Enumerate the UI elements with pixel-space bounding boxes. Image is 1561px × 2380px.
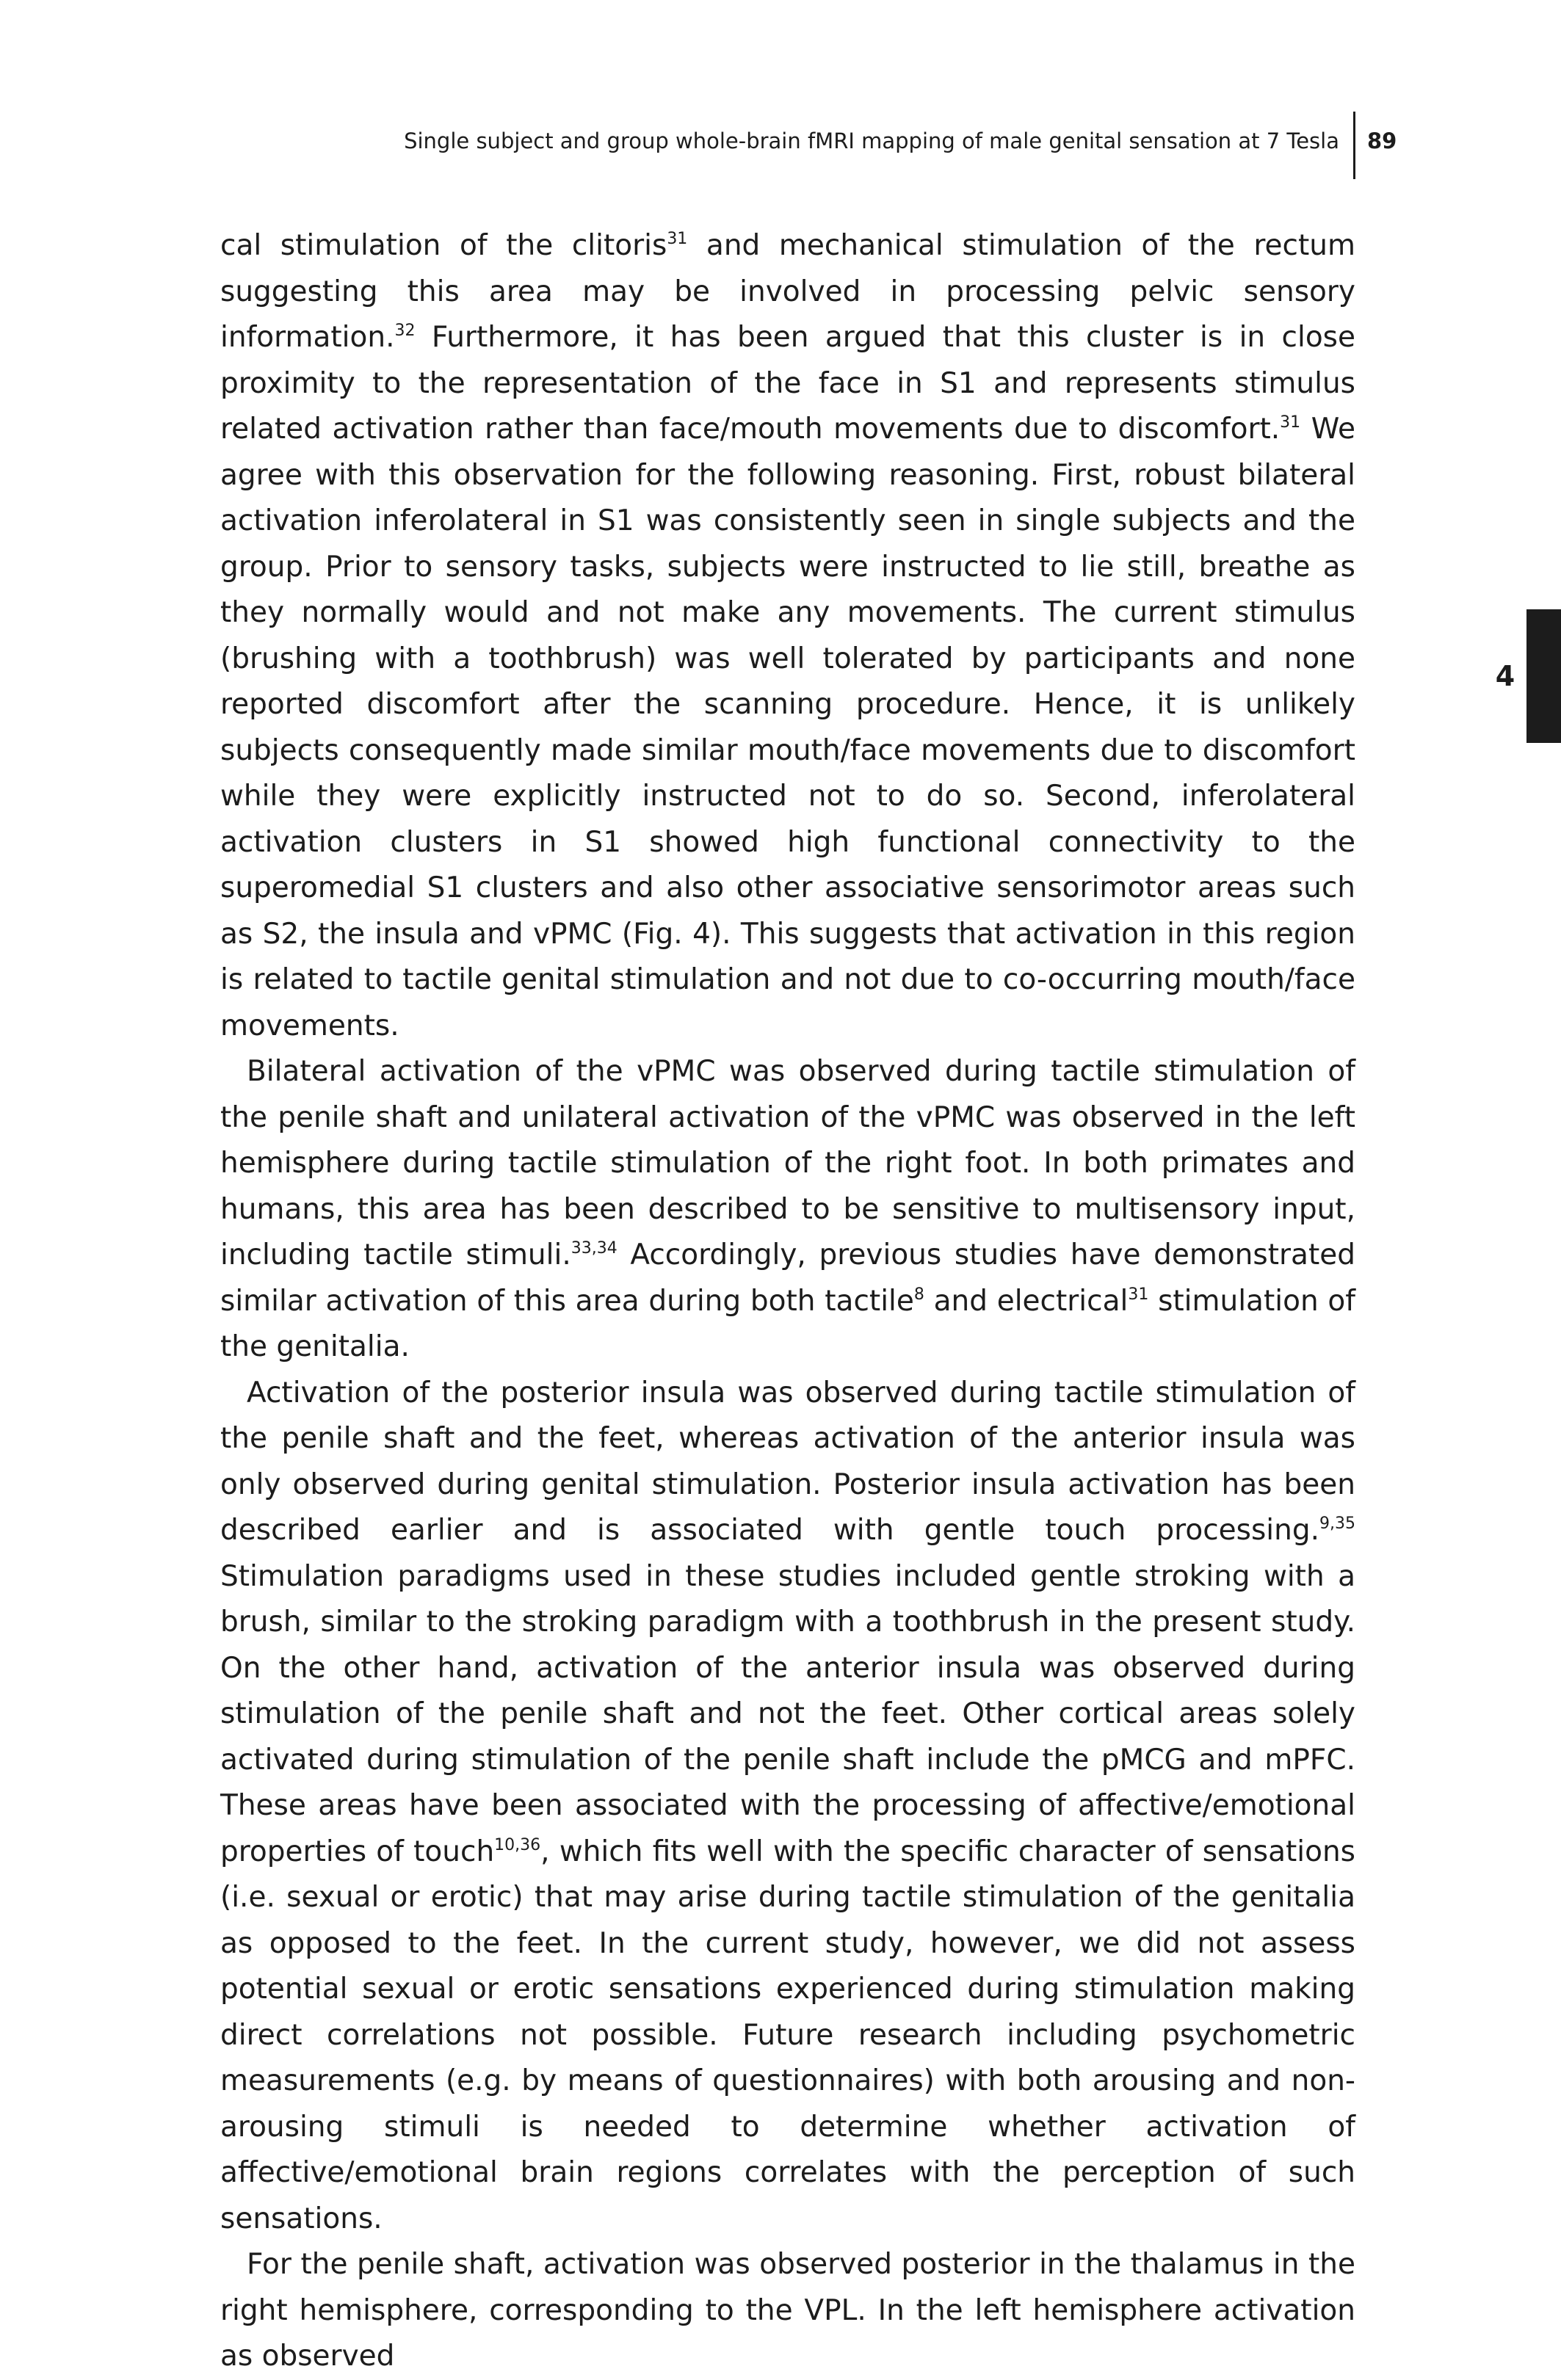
text-run: Stimulation paradigms used in these studies included gentle stroking with a brush, similar to the stroking paradigm with a toothbrush in the present study. On the other hand, activation of the anterior insula was observed during stimulation of the penile shaft and not the feet. Other cortical areas solely activated during stimulation of the penile shaft include the pMCG and mPFC. These areas have been associated with the processing of affective/emotional properties of touch (220, 1559, 1355, 1868)
text-run: Accordingly, previous studies have demonstrated similar activation of this area during both tactile (220, 1238, 1355, 1318)
chapter-tab-marker (1526, 609, 1561, 743)
citation-superscript: 8 (913, 1285, 924, 1304)
text-run: , which fits well with the specific character of sensations (i.e. sexual or erotic) that may arise during tactile stimulation of the genitalia as opposed to the feet. In the current study, however, we did not assess potential sexual or erotic sensations experienced during stimulation making direct correlations not possible. Future research including psychometric measurements (e.g. by means of questionnaires) with both arousing and non-arousing stimuli is needed to determine whether activation of affective/emotional brain regions correlates with the perception of such sensations. (220, 1835, 1355, 2235)
header-divider (1353, 112, 1355, 179)
citation-superscript: 31 (1128, 1285, 1149, 1304)
citation-superscript: 10,36 (494, 1835, 541, 1854)
citation-superscript: 31 (667, 230, 688, 248)
paragraph (220, 2242, 1355, 2380)
running-header: Single subject and group whole-brain fMRI mapping of male genital sensation at 7 Tesla (404, 128, 1339, 153)
chapter-number: 4 (1495, 660, 1515, 692)
citation-superscript: 33,34 (571, 1239, 617, 1258)
text-run: and electrical (924, 1284, 1129, 1318)
citation-superscript: 9,35 (1319, 1514, 1355, 1533)
text-run: Furthermore, it has been argued that this cluster is in close proximity to the representation of the face in S1 and represents stimulus related activation rather than face/mouth movements due to discomfort. (220, 321, 1355, 446)
text-run: We agree with this observation for the following reasoning. First, robust bilateral activation inferolateral in S1 was consistently seen in single subjects and the group. Prior to sensory tasks, subjects were instructed to lie still, breathe as they normally would and not make any movements. The current stimulus (brushing with a toothbrush) was well tolerated by participants and none reported discomfort after the scanning procedure. Hence, it is unlikely subjects consequently made similar mouth/face movements due to discomfort while they were explicitly instructed not to do so. Second, inferolateral activation clusters in S1 showed high functional connectivity to the superomedial S1 clusters and also other associative sensorimotor areas such as S2, the insula and vPMC (Fig. 4). This suggests that activation in this region is related to tactile genital stimulation and not due to co-occurring mouth/face movements. (220, 413, 1355, 1042)
paragraph (220, 223, 1355, 1049)
citation-superscript: 32 (394, 322, 416, 340)
text-run: cal stimulation of the clitoris (220, 229, 667, 262)
citation-superscript: 31 (1280, 413, 1301, 432)
text-run: Bilateral activation of the vPMC was observed during tactile stimulation of the penile shaft and unilateral activation of the vPMC was observed in the left hemisphere during tactile stimulation of the right foot. In both primates and humans, this area has been described to be sensitive to multisensory input, including tactile stimuli. (220, 1055, 1355, 1271)
text-run: For the penile shaft, activation was observed posterior in the thalamus in the right hemisphere, corresponding to the VPL. In the left hemisphere activation as observed (220, 2248, 1355, 2373)
page-number: 89 (1367, 128, 1397, 153)
body-text (220, 223, 1355, 2380)
text-run: stimulation of the genitalia. (220, 1284, 1355, 1363)
text-run: and mechanical stimulation of the rectum suggesting this area may be involved in processing pelvic sensory information. (220, 229, 1355, 354)
paragraph (220, 1371, 1355, 2243)
paragraph (220, 1049, 1355, 1371)
text-run: Activation of the posterior insula was observed during tactile stimulation of the penile shaft and the feet, whereas activation of the anterior insula was only observed during genital stimulation. Posterior insula activation has been described earlier and is associated with gentle touch processing. (220, 1376, 1355, 1547)
